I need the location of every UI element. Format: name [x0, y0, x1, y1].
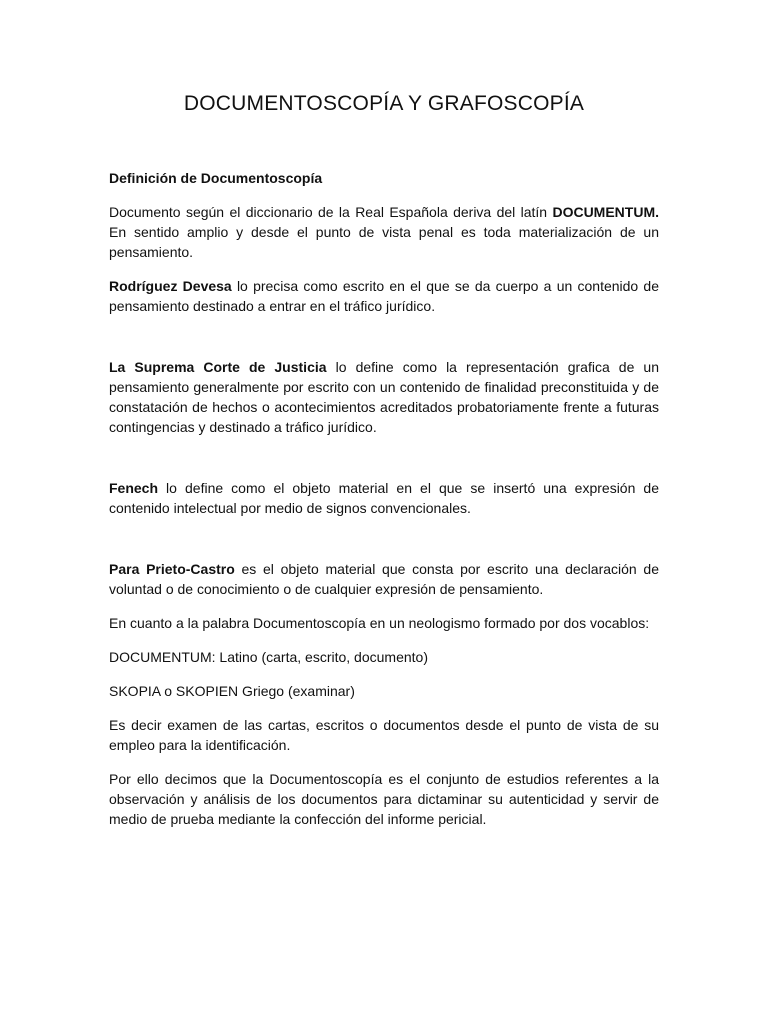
paragraph-text: lo precisa como escrito en el que se da cuerpo a un contenido de pensamiento destinado a entrar en el tráfico jurídico. — [109, 278, 660, 314]
paragraph-text: lo define como la representación grafica de un pensamiento generalmente por escrito con un contenido de finalidad preconstituida y de constatación de hechos o acontecimientos acreditados probatoriamente frente a futuras contingencias y destinado a tráfico jurídico. — [109, 359, 659, 435]
paragraph-conclusion: Por ello decimos que la Documentoscopía es el conjunto de estudios referentes a la observación y análisis de los documentos para dictaminar su autenticidad y servir de medio de prueba mediante la confección del informe pericial. — [109, 771, 659, 827]
paragraph-prieto-castro — [109, 559, 659, 599]
document-body — [109, 168, 659, 829]
paragraph-documentum: DOCUMENTUM: Latino (carta, escrito, documento) — [109, 649, 428, 665]
paragraph-suprema-corte — [109, 357, 659, 437]
paragraph-neologismo: En cuanto a la palabra Documentoscopía en un neologismo formado por dos vocablos: — [109, 615, 650, 631]
paragraph-text: es el objeto material que consta por escrito una declaración de voluntad o de conocimiento o de cualquier expresión de pensamiento. — [109, 561, 660, 597]
author-name: Rodríguez Devesa — [109, 278, 232, 294]
paragraph-skopia: SKOPIA o SKOPIEN Griego (examinar) — [109, 683, 355, 699]
paragraph-fenech — [109, 478, 659, 518]
document-title: DOCUMENTOSCOPÍA Y GRAFOSCOPÍA — [183, 92, 585, 115]
section-heading: Definición de Documentoscopía — [109, 170, 323, 186]
paragraph-text: Documento según el diccionario de la Real Española deriva del latín — [109, 204, 553, 220]
author-name: La Suprema Corte de Justicia — [109, 359, 327, 375]
bold-term: DOCUMENTUM. — [552, 204, 659, 220]
paragraph-definition — [109, 202, 659, 262]
paragraph-tail: En sentido amplio y desde el punto de vista penal es toda materialización de un pensamiento. — [109, 224, 659, 260]
author-name: Para Prieto-Castro — [109, 561, 235, 577]
author-name: Fenech — [109, 480, 159, 496]
paragraph-rodriguez-devesa — [109, 276, 659, 316]
paragraph-examen: Es decir examen de las cartas, escritos o documentos desde el punto de vista de su empleo para la identificación. — [109, 717, 659, 753]
paragraph-text: lo define como el objeto material en el que se insertó una expresión de contenido intelectual por medio de signos convencionales. — [109, 480, 659, 516]
